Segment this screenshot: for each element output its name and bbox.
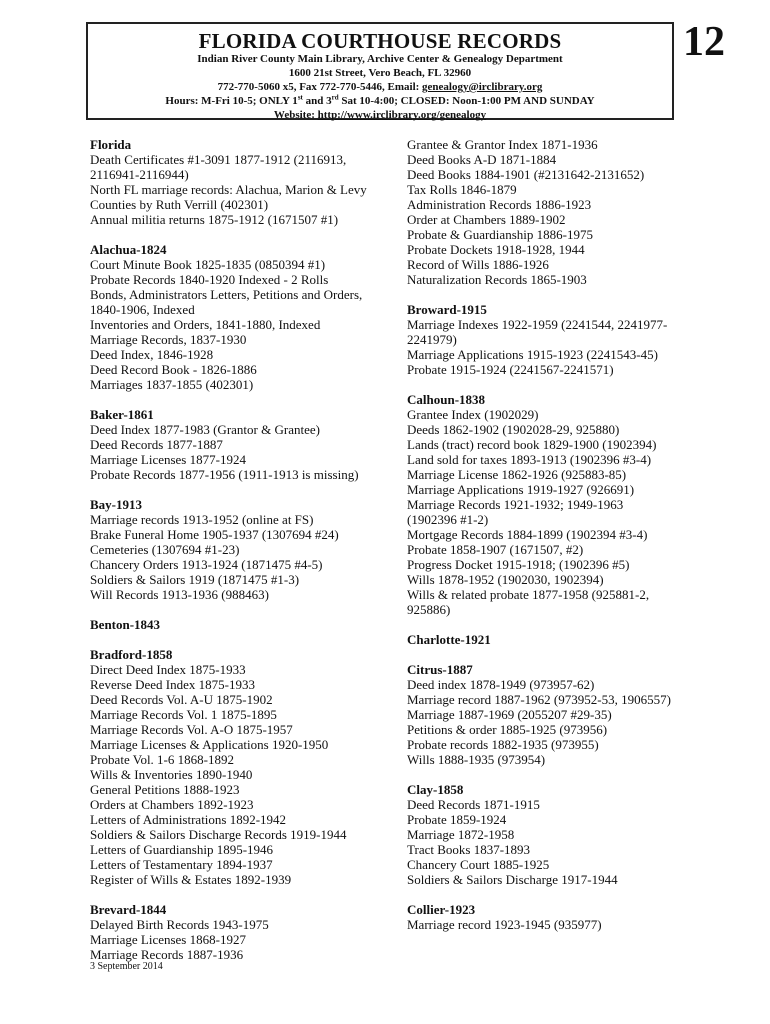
section-heading: Broward-1915 xyxy=(407,302,487,317)
record-entry: Soldiers & Sailors 1919 (1871475 #1-3) xyxy=(90,572,300,587)
section-heading: Calhoun-1838 xyxy=(407,392,486,407)
hours-sup-third: rd xyxy=(331,93,339,102)
record-entry: Probate Records 1840-1920 Indexed - 2 Rolls xyxy=(90,272,329,287)
section-heading: Charlotte-1921 xyxy=(407,632,491,647)
left-column xyxy=(90,137,390,977)
record-entry: Marriage Licenses 1877-1924 xyxy=(90,452,246,467)
county-section-collier-1923 xyxy=(407,902,697,932)
record-entry: Naturalization Records 1865-1903 xyxy=(407,272,587,287)
record-entry: Probate records 1882-1935 (973955) xyxy=(407,737,599,752)
website-link[interactable]: http://www.irclibrary.org/genealogy xyxy=(317,109,487,121)
section-heading: Florida xyxy=(90,137,132,152)
section-heading: Brevard-1844 xyxy=(90,902,167,917)
hours-line xyxy=(88,94,672,108)
record-entry: 2241979) xyxy=(407,332,457,347)
record-entry: Delayed Birth Records 1943-1975 xyxy=(90,917,269,932)
record-entry: (1902396 #1-2) xyxy=(407,512,489,527)
record-entry: Marriage License 1862-1926 (925883-85) xyxy=(407,467,627,482)
record-entry: Grantee & Grantor Index 1871-1936 xyxy=(407,137,598,152)
record-entry: Marriages 1837-1855 (402301) xyxy=(90,377,254,392)
record-entry: Probate 1858-1907 (1671507, #2) xyxy=(407,542,584,557)
contact-line xyxy=(88,80,672,94)
hours-text-c: Sat 10-4:00; CLOSED: Noon-1:00 PM AND SUNDAY xyxy=(338,95,595,107)
record-entry: Petitions & order 1885-1925 (973956) xyxy=(407,722,608,737)
record-entry: Probate 1859-1924 xyxy=(407,812,507,827)
section-heading: Benton-1843 xyxy=(90,617,161,632)
record-entry: General Petitions 1888-1923 xyxy=(90,782,240,797)
record-entry: Order at Chambers 1889-1902 xyxy=(407,212,566,227)
record-entry: North FL marriage records: Alachua, Marion & Levy xyxy=(90,182,367,197)
record-entry: Annual militia returns 1875-1912 (1671507 #1) xyxy=(90,212,339,227)
record-entry: Wills 1888-1935 (973954) xyxy=(407,752,546,767)
record-entry: Letters of Guardianship 1895-1946 xyxy=(90,842,274,857)
record-entry: Grantee Index (1902029) xyxy=(407,407,539,422)
county-section-citrus-1887 xyxy=(407,662,697,767)
record-entry: Tract Books 1837-1893 xyxy=(407,842,531,857)
website-label: Website: xyxy=(273,109,318,121)
right-column xyxy=(407,137,697,947)
record-entry: Lands (tract) record book 1829-1900 (1902394) xyxy=(407,437,657,452)
record-entry: Marriage Applications 1915-1923 (2241543-45) xyxy=(407,347,658,362)
record-entry: Will Records 1913-1936 (988463) xyxy=(90,587,269,602)
record-entry: Wills & related probate 1877-1958 (925881-2, xyxy=(407,587,650,602)
record-entry: Deed Index 1877-1983 (Grantor & Grantee) xyxy=(90,422,320,437)
record-entry: Marriage Records 1887-1936 xyxy=(90,947,244,962)
section-heading: Bay-1913 xyxy=(90,497,142,512)
county-section-continued xyxy=(407,137,697,287)
record-entry: Brake Funeral Home 1905-1937 (1307694 #24) xyxy=(90,527,339,542)
record-entry: Letters of Administrations 1892-1942 xyxy=(90,812,287,827)
record-entry: Reverse Deed Index 1875-1933 xyxy=(90,677,255,692)
record-entry: Probate Vol. 1-6 1868-1892 xyxy=(90,752,234,767)
section-heading: Baker-1861 xyxy=(90,407,154,422)
county-section-brevard-1844 xyxy=(90,902,390,962)
county-section-baker-1861 xyxy=(90,407,390,482)
record-entry: Marriage Records, 1837-1930 xyxy=(90,332,247,347)
record-entry: Bonds, Administrators Letters, Petitions and Orders, xyxy=(90,287,363,302)
record-entry: Tax Rolls 1846-1879 xyxy=(407,182,517,197)
record-entry: 925886) xyxy=(407,602,451,617)
record-entry: Marriage 1887-1969 (2055207 #29-35) xyxy=(407,707,612,722)
page-number: 12 xyxy=(683,19,725,65)
record-entry: Administration Records 1886-1923 xyxy=(407,197,592,212)
record-entry: Direct Deed Index 1875-1933 xyxy=(90,662,246,677)
record-entry: Inventories and Orders, 1841-1880, Indexed xyxy=(90,317,321,332)
record-entry: 2116941-2116944) xyxy=(90,167,189,182)
section-heading: Bradford-1858 xyxy=(90,647,173,662)
record-entry: Wills 1878-1952 (1902030, 1902394) xyxy=(407,572,604,587)
record-entry: Letters of Testamentary 1894-1937 xyxy=(90,857,273,872)
record-entry: Probate Records 1877-1956 (1911-1913 is missing) xyxy=(90,467,359,482)
record-entry: Marriage Licenses & Applications 1920-1950 xyxy=(90,737,329,752)
phone-fax: 772-770-5060 x5, Fax 772-770-5446, Email: xyxy=(217,81,423,93)
record-entry: Marriage Records 1921-1932; 1949-1963 xyxy=(407,497,624,512)
hours-text-b: and 3 xyxy=(302,95,332,107)
section-heading: Alachua-1824 xyxy=(90,242,167,257)
record-entry: 1840-1906, Indexed xyxy=(90,302,195,317)
record-entry: Deed Books 1884-1901 (#2131642-2131652) xyxy=(407,167,645,182)
record-entry: Marriage Indexes 1922-1959 (2241544, 2241977- xyxy=(407,317,668,332)
record-entry: Death Certificates #1-3091 1877-1912 (2116913, xyxy=(90,152,347,167)
email-link[interactable]: genealogy@irclibrary.org xyxy=(422,81,543,93)
county-section-bradford-1858 xyxy=(90,647,390,887)
record-entry: Marriage 1872-1958 xyxy=(407,827,515,842)
website-line xyxy=(88,108,672,122)
header-box xyxy=(86,22,674,120)
footer-date: 3 September 2014 xyxy=(90,961,163,972)
record-entry: Counties by Ruth Verrill (402301) xyxy=(90,197,269,212)
record-entry: Probate & Guardianship 1886-1975 xyxy=(407,227,593,242)
record-entry: Deeds 1862-1902 (1902028-29, 925880) xyxy=(407,422,620,437)
record-entry: Deed Records 1877-1887 xyxy=(90,437,223,452)
section-heading: Citrus-1887 xyxy=(407,662,473,677)
county-section-alachua-1824 xyxy=(90,242,390,392)
section-heading: Clay-1858 xyxy=(407,782,464,797)
record-entry: Marriage Records Vol. A-O 1875-1957 xyxy=(90,722,293,737)
record-entry: Soldiers & Sailors Discharge 1917-1944 xyxy=(407,872,618,887)
record-entry: Deed index 1878-1949 (973957-62) xyxy=(407,677,595,692)
record-entry: Marriage record 1923-1945 (935977) xyxy=(407,917,602,932)
record-entry: Deed Books A-D 1871-1884 xyxy=(407,152,557,167)
record-entry: Progress Docket 1915-1918; (1902396 #5) xyxy=(407,557,630,572)
library-address: 1600 21st Street, Vero Beach, FL 32960 xyxy=(288,67,472,79)
record-entry: Probate 1915-1924 (2241567-2241571) xyxy=(407,362,614,377)
county-section-charlotte-1921 xyxy=(407,632,697,647)
record-entry: Court Minute Book 1825-1835 (0850394 #1) xyxy=(90,257,326,272)
record-entry: Wills & Inventories 1890-1940 xyxy=(90,767,253,782)
record-entry: Deed Records Vol. A-U 1875-1902 xyxy=(90,692,273,707)
record-entry: Marriage Licenses 1868-1927 xyxy=(90,932,246,947)
record-entry: Register of Wills & Estates 1892-1939 xyxy=(90,872,292,887)
record-entry: Marriage record 1887-1962 (973952-53, 1906557) xyxy=(407,692,671,707)
section-heading: Collier-1923 xyxy=(407,902,476,917)
library-name: Indian River County Main Library, Archive Center & Genealogy Department xyxy=(197,53,563,65)
county-section-florida xyxy=(90,137,390,227)
record-entry: Land sold for taxes 1893-1913 (1902396 #3-4) xyxy=(407,452,652,467)
record-entry: Chancery Court 1885-1925 xyxy=(407,857,550,872)
record-entry: Marriage Applications 1919-1927 (926691) xyxy=(407,482,635,497)
record-entry: Soldiers & Sailors Discharge Records 1919-1944 xyxy=(90,827,347,842)
record-entry: Mortgage Records 1884-1899 (1902394 #3-4) xyxy=(407,527,648,542)
record-entry: Marriage records 1913-1952 (online at FS) xyxy=(90,512,314,527)
page-title: FLORIDA COURTHOUSE RECORDS xyxy=(198,29,562,53)
record-entry: Deed Records 1871-1915 xyxy=(407,797,540,812)
county-section-clay-1858 xyxy=(407,782,697,887)
record-entry: Deed Record Book - 1826-1886 xyxy=(90,362,257,377)
record-entry: Deed Index, 1846-1928 xyxy=(90,347,214,362)
record-entry: Chancery Orders 1913-1924 (1871475 #4-5) xyxy=(90,557,323,572)
county-section-calhoun-1838 xyxy=(407,392,697,617)
record-entry: Record of Wills 1886-1926 xyxy=(407,257,549,272)
hours-sup-first: st xyxy=(297,93,303,102)
hours-text-a: Hours: M-Fri 10-5; ONLY 1 xyxy=(165,95,298,107)
record-entry: Marriage Records Vol. 1 1875-1895 xyxy=(90,707,277,722)
record-entry: Cemeteries (1307694 #1-23) xyxy=(90,542,240,557)
record-entry: Orders at Chambers 1892-1923 xyxy=(90,797,254,812)
county-section-broward-1915 xyxy=(407,302,697,377)
county-section-benton-1843 xyxy=(90,617,390,632)
record-entry: Probate Dockets 1918-1928, 1944 xyxy=(407,242,585,257)
county-section-bay-1913 xyxy=(90,497,390,602)
